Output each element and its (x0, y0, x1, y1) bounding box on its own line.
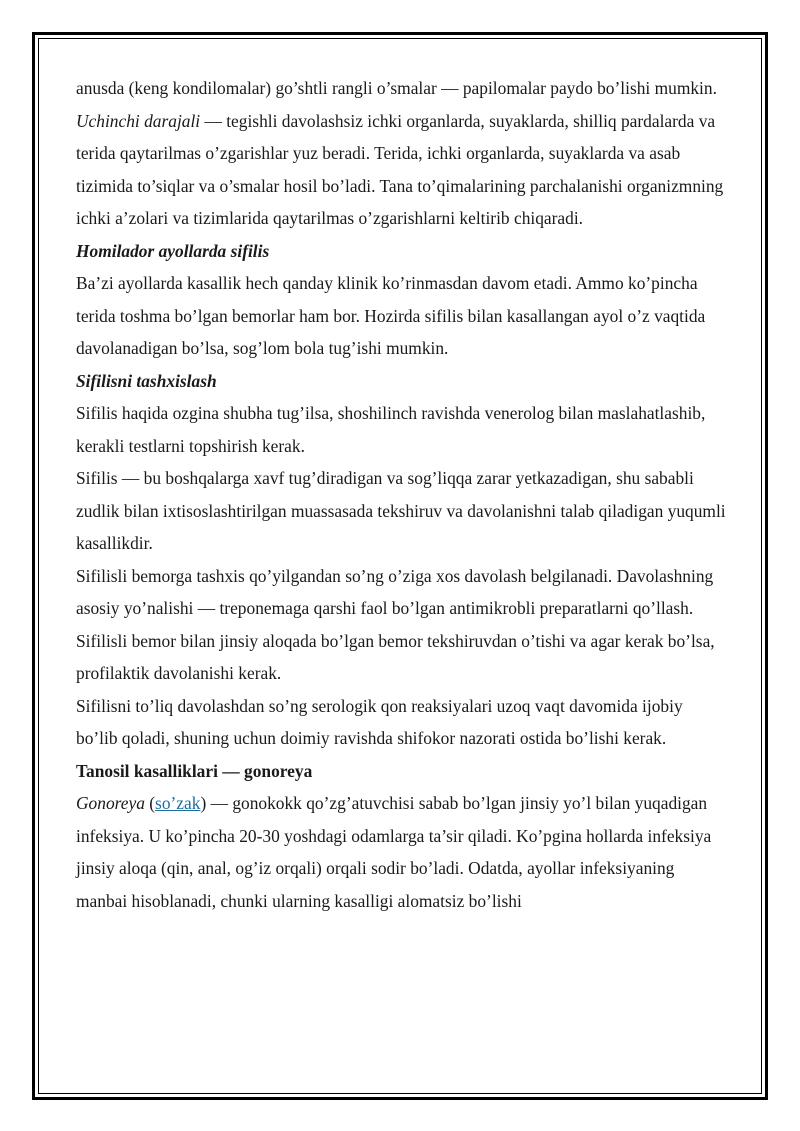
paragraph-gonorrhea (76, 787, 726, 917)
section-heading: Tanosil kasalliklari — gonoreya (76, 760, 313, 781)
section-heading: Sifilisni tashxislash (76, 370, 217, 391)
paragraph-text: ) — gonokokk qo’zg’atuvchisi sabab bo’lgan jinsiy yo’l bilan yuqadigan infeksiya. U ko’pincha 20-30 yoshdagi odamlarga ta’sir qiladi. Ko’pgina hollarda infeksiya jinsiy aloqa (qin, anal, og’iz orqali) orqali sodir bo’ladi. Odatda, ayollar infeksiyaning manbai hisoblanadi, chunki ularning kasalligi alomatsiz bo’lishi (76, 793, 712, 911)
paragraph: Sifilis haqida ozgina shubha tug’ilsa, shoshilinch ravishda venerolog bilan maslahatlashib, kerakli testlarni topshirish kerak. (76, 403, 706, 456)
paragraph: Sifilis — bu boshqalarga xavf tug’diradigan va sog’liqqa zarar yetkazadigan, shu sababli zudlik bilan ixtisoslashtirilgan muassasada tekshiruv va davolanishni talab qiladigan yuqumli kasallikdir. (76, 468, 726, 553)
paragraph: anusda (keng kondilomalar) go’shtli rangli o’smalar — papilomalar paydo bo’lishi mumkin. (76, 78, 717, 98)
paragraph: Ba’zi ayollarda kasallik hech qanday klinik ko’rinmasdan davom etadi. Ammo ko’pincha terida toshma bo’lgan bemorlar ham bor. Hozirda sifilis bilan kasallangan ayol o’z vaqtida davolanadigan bo’lsa, sog’lom bola tug’ishi mumkin. (76, 273, 706, 358)
paragraph: Sifilisni to’liq davolashdan so’ng serologik qon reaksiyalari uzoq vaqt davomida ijobiy bo’lib qoladi, shuning uchun doimiy ravishda shifokor nazorati ostida bo’lishi kerak. (76, 695, 683, 748)
paragraph-text: — tegishli davolashsiz ichki organlarda, suyaklarda, shilliq pardalarda va terida qaytarilmas o’zgarishlar yuz beradi. Terida, ichki organlarda, suyaklarda va asab tizimida to’siqlar va o’smalar hosil bo’ladi. Tana to’qimalarining parchalanishi organizmning ichki a’zolari va tizimlarida qaytarilmas o’zgarishlarni keltirib chiqaradi. (76, 110, 724, 228)
paragraph: Sifilisli bemorga tashxis qo’yilgandan so’ng o’ziga xos davolash belgilanadi. Davolashning asosiy yo’nalishi — treponemaga qarshi faol bo’lgan antimikrobli preparatlarni qo’llash. Sifilisli bemor bilan jinsiy aloqada bo’lgan bemor tekshiruvdan o’tishi va agar kerak bo’lsa, profilaktik davolanishi kerak. (76, 565, 715, 683)
paragraph-tertiary-stage (76, 105, 726, 235)
sozak-link[interactable]: so’zak (155, 793, 201, 813)
paragraph-text: ( (144, 793, 156, 813)
document-body (76, 72, 726, 917)
term-italic: Uchinchi darajali (76, 110, 201, 131)
section-heading: Homilador ayollarda sifilis (76, 240, 270, 261)
term-italic: Gonoreya (76, 793, 145, 813)
